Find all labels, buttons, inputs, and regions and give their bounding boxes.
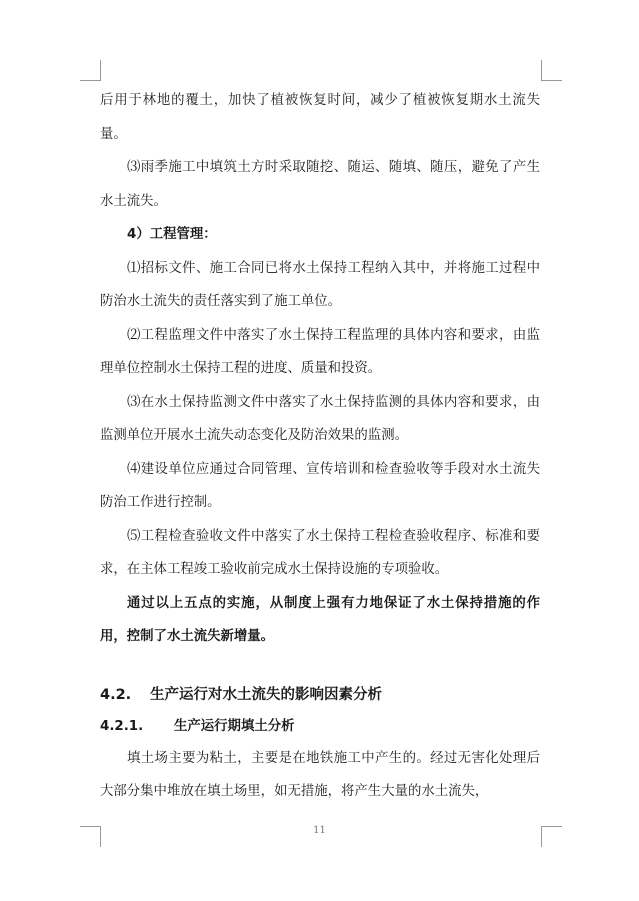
page-content bbox=[100, 84, 540, 809]
paragraph-7: ⑷建设单位应通过合同管理、宣传培训和检查验收等手段对水土流失防治工作进行控制。 bbox=[100, 461, 540, 510]
crop-mark-top-left bbox=[80, 60, 101, 81]
paragraph-5: ⑵工程监理文件中落实了水土保持工程监理的具体内容和要求，由监理单位控制水土保持工程的进度、质量和投资。 bbox=[100, 327, 540, 376]
paragraph-6: ⑶在水土保持监测文件中落实了水土保持监测的具体内容和要求，由监测单位开展水土流失动态变化及防治效果的监测。 bbox=[100, 394, 540, 443]
section-heading bbox=[100, 680, 540, 710]
paragraph-4: ⑴招标文件、施工合同已将水土保持工程纳入其中，并将施工过程中防治水土流失的责任落实到了施工单位。 bbox=[100, 260, 540, 309]
subsection-heading bbox=[100, 712, 540, 742]
paragraph-8: ⑸工程检查验收文件中落实了水土保持工程检查验收程序、标准和要求，在主体工程竣工验收前完成水土保持设施的专项验收。 bbox=[100, 528, 540, 577]
paragraph-2: ⑶雨季施工中填筑土方时采取随挖、随运、随填、随压，避免了产生水土流失。 bbox=[100, 160, 540, 209]
summary-paragraph: 通过以上五点的实施，从制度上强有力地保证了水土保持措施的作用，控制了水土流失新增量。 bbox=[100, 595, 540, 644]
subheading-engineering-management: 4）工程管理： bbox=[127, 227, 217, 242]
crop-mark-top-right bbox=[541, 60, 562, 81]
section-title: 生产运行对水土流失的影响因素分析 bbox=[150, 686, 382, 703]
section-number: 4.2. bbox=[100, 686, 132, 703]
subsection-title: 生产运行期填土分析 bbox=[174, 718, 295, 734]
subsection-number: 4.2.1. bbox=[100, 718, 144, 734]
paragraph-1: 后用于林地的覆土，加快了植被恢复时间，减少了植被恢复期水土流失量。 bbox=[100, 93, 540, 142]
page-number: 11 bbox=[313, 825, 326, 836]
paragraph-body-after: 填土场主要为粘土，主要是在地铁施工中产生的。经过无害化处理后大部分集中堆放在填土场里，如无措施，将产生大量的水土流失， bbox=[100, 750, 540, 799]
